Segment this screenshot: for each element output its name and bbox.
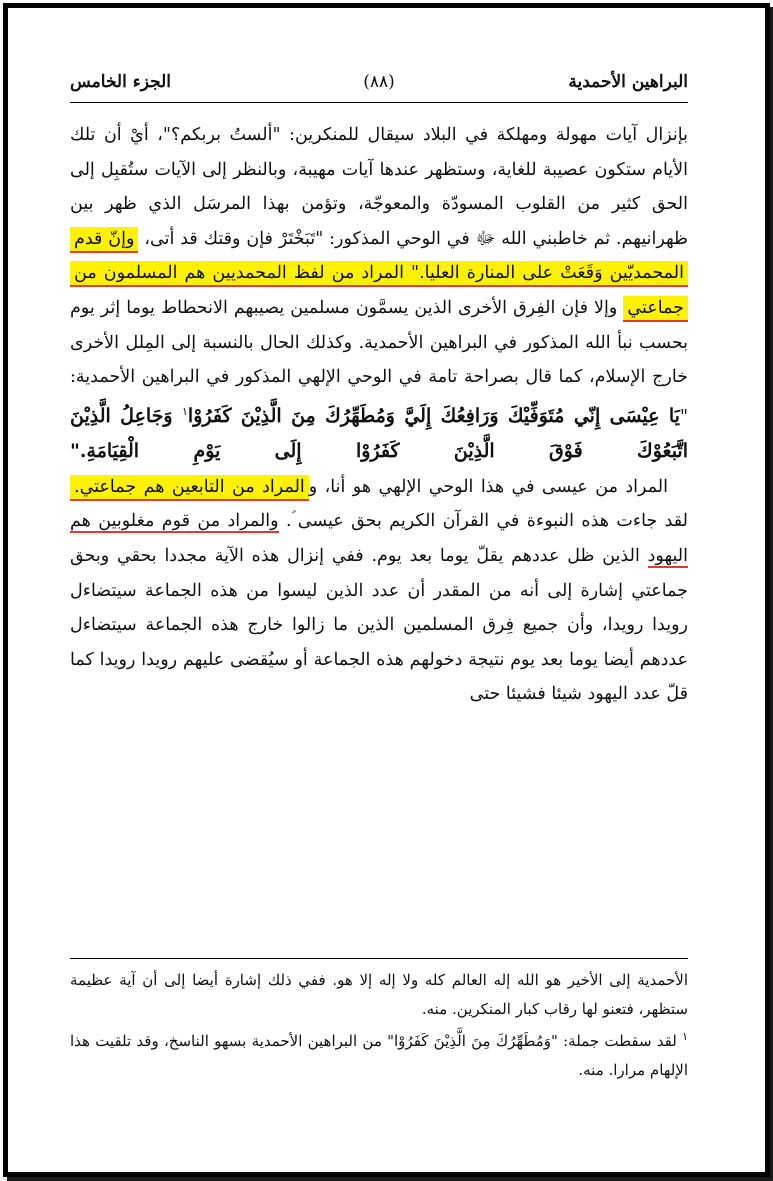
book-title: البراهين الأحمدية [568, 72, 688, 92]
footnote-1 [70, 1023, 688, 1084]
footnotes [70, 966, 688, 1084]
main-text [70, 118, 688, 712]
highlighted-passage-muhammadis: وإنّ قدم المحمديّين وَقَعَتْ على المنارة العليا." المراد من لفظ المحمديين هم المسلمون من جماعتي [70, 227, 688, 322]
footnote-continued: الأحمدية إلى الأخير هو الله إله العالم كله ولا إله إلا هو. ففي ذلك إشارة أيضا إلى أن آية عظيمة ستظهر، فتعنو لها رقاب كبار المنكرين. منه. [70, 971, 688, 1018]
paragraph-2 [70, 470, 688, 712]
para1-text-a: بإنزال آيات مهولة ومهلكة في البلاد سيقال للمنكرين: "ألستُ بربكم؟"، أيْ أن تلك الأيام ستكون عصيبة للغاية، وستظهر عندها آيات مهيبة، وبالنظر إلى الآيات ستُقبِل إلى الحق كثير من القلوب المسودّة والمعوجّة، وتؤمن بهذا المرسَل الذي ظهر بين ظهرانيهم. ثم خاطبني الله ﷻ في الوحي المذكور: "تَبَخْتَرْ فإن وقتك قد أتى، [70, 125, 688, 249]
running-header [70, 70, 688, 103]
highlighted-passage-followers: المراد من التابعين هم جماعتي. [70, 475, 309, 501]
footnote-1-text: لقد سقطت جملة: "وَمُطَهِّرُكَ مِنَ الَّذِيْنَ كَفَرُوْا" من البراهين الأحمدية بسهو الناسخ، وقد تلقيت هذا الإلهام مرارا. منه. [70, 1032, 688, 1079]
verse-close: ." [70, 440, 87, 463]
footnote-number: ١ [682, 1030, 688, 1043]
para2-text-a: المراد من عيسى في هذا الوحي الإلهي هو أنا، و [308, 476, 668, 497]
para2-text-b: لقد جاءت هذه النبوءة في القرآن الكريم بحق عيسى ؑ. [278, 511, 688, 532]
footnote-marker: ١ [182, 404, 188, 418]
para2-text-c: الذين ظل عددهم يقلّ يوما بعد يوم. ففي إنزال هذه الآية مجددا بحقي وبحق جماعتي إشارة إلى أنه من المقدر أن عدد الذين ليسوا من هذه الجماعة سيتضاءل رويدا رويدا، وأن جميع فِرق المسلمين الذين ما زالوا خارج هذه الجماعة سيتضاءل عددهم أيضا يوما بعد يوم نتيجة دخولهم هذه الجماعة أو سيُقضى عليهم رويدا رويدا كما قلّ عدد اليهود شيئا فشيئا حتى [70, 545, 688, 705]
footnote-separator [70, 958, 688, 959]
page-number: (٨٨) [363, 72, 395, 92]
underlined-passage-jews: والمراد من قوم مغلوبين هم اليهود [70, 511, 688, 566]
paragraph-1 [70, 118, 688, 470]
para1-text-b: وإلا فإن الفِرق الأخرى الذين يسمَّون مسلمين يصيبهم الانحطاط يوما إثر يوم بحسب نبأ الله المذكور في البراهين الأحمدية. وكذلك الحال بالنسبة إلى المِلل الأخرى خارج الإسلام، كما قال بصراحة تامة في الوحي الإلهي المذكور في البراهين الأحمدية: " [70, 297, 688, 427]
part-label: الجزء الخامس [70, 72, 172, 92]
quranic-verse-cont: وَجَاعِلُ الَّذِيْنَ اتَّبَعُوْكَ فَوْقَ الَّذِيْنَ كَفَرُوْا إِلَى يَوْمِ الْقِيَامَةِ [70, 404, 688, 463]
quranic-verse: يَا عِيْسَى إِنّي مُتَوَفِّيْكَ وَرَافِعُكَ إِلَيَّ وَمُطَهِّرُكَ مِنَ الَّذِيْنَ كَفَرُوْا [187, 404, 680, 427]
